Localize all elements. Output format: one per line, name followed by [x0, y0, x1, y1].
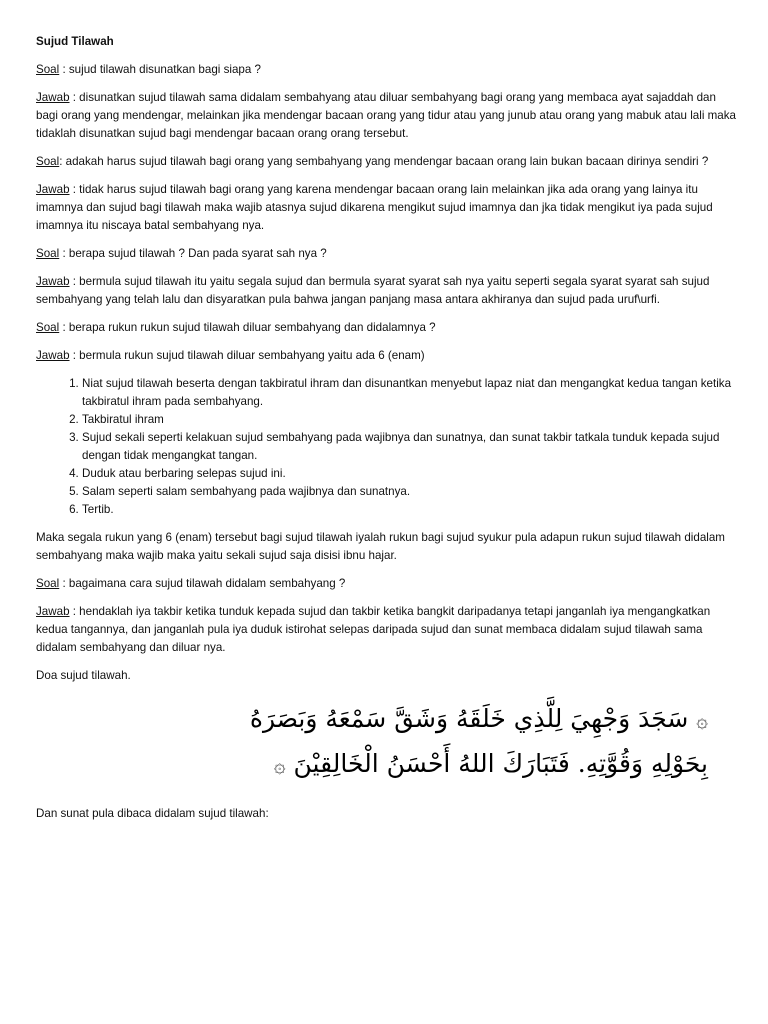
answer-text: : hendaklah iya takbir ketika tunduk kepada sujud dan takbir ketika bangkit daripadanya tetapi janganlah iya mengangkatkan kedua tangannya, dan janganlah pula iya duduk istirohat selepas daripada sujud dan sunat membaca didalam sujud tilawah sama didalam sembahyang dan diluar nya. — [36, 605, 711, 654]
ornament-icon: ۞ — [696, 708, 708, 732]
arabic-text: بِحَوْلِهِ وَقُوَّتِهِ. فَتَبَارَكَ اللهُ أَحْسَنُ الْخَالِقِيْنَ — [293, 749, 708, 778]
answer-text: : tidak harus sujud tilawah bagi orang yang karena mendengar bacaan orang lain melainkan jika ada orang yang lainya itu imamnya dan sujud bagi tilawah maka wajib atasnya sujud dikarena mengikut sujud imamnya dan jka tidak mengikut iya pada sujud imamnya itu niscaya batal sembahyang nya. — [36, 183, 713, 232]
answer-1 — [36, 89, 736, 143]
doa-label: Doa sujud tilawah. — [36, 669, 131, 682]
question-5 — [36, 575, 736, 593]
summary-paragraph: Maka segala rukun yang 6 (enam) tersebut bagi sujud tilawah iyalah rukun bagi sujud syukur pula adapun rukun sujud tilawah didalam sembahyang maka wajib maka yaitu sekali sujud saja disisi ibnu hajar. — [36, 531, 725, 562]
list-item: 2. Takbiratul ihram — [82, 411, 736, 429]
question-text: : adakah harus sujud tilawah bagi orang yang sembahyang yang mendengar bacaan orang lain bukan bacaan dirinya sendiri ? — [59, 155, 709, 168]
answer-3 — [36, 273, 736, 309]
question-1 — [36, 61, 736, 79]
soal-label: Soal — [36, 63, 60, 76]
arabic-text: سَجَدَ وَجْهِيَ لِلَّذِي خَلَقَهُ وَشَقَّ سَمْعَهُ وَبَصَرَهُ — [249, 704, 689, 733]
answer-text: : disunatkan sujud tilawah sama didalam sembahyang atau diluar sembahyang bagi orang yang membaca ayat sajaddah dan bagi orang yang mendengar, melainkan jika mendengar bacaan orang yang tidur atau yang junub atau orang yang mabuk atau lali maka tidaklah disunatkan sujud bagi mendengar bacaan orang orang tersebut. — [36, 91, 736, 140]
question-2 — [36, 153, 736, 171]
closing-paragraph: Dan sunat pula dibaca didalam sujud tilawah: — [36, 807, 269, 820]
question-text: : berapa rukun rukun sujud tilawah diluar sembahyang dan didalamnya ? — [59, 321, 436, 334]
soal-label: Soal — [36, 155, 60, 168]
question-4 — [36, 319, 736, 337]
jawab-label: Jawab — [36, 91, 70, 104]
question-text: : berapa sujud tilawah ? Dan pada syarat sah nya ? — [59, 247, 327, 260]
answer-text: : bermula sujud tilawah itu yaitu segala sujud dan bermula syarat syarat sah nya yaitu seperti segala syarat syarat sah sujud sembahyang yang telah lalu dan disyaratkan pula bahwa jangan panjang masa antara akhiranya dan sujud pada uruf\urfi. — [36, 275, 710, 306]
soal-label: Soal — [36, 577, 60, 590]
soal-label: Soal — [36, 247, 60, 260]
jawab-label: Jawab — [36, 349, 70, 362]
list-item: 3. Sujud sekali seperti kelakuan sujud sembahyang pada wajibnya dan sunatnya, dan sunat takbir tatkala tunduk kepada sujud dengan tidak mengangkat tangan. — [82, 429, 736, 465]
arabic-line-1 — [148, 697, 708, 742]
question-3 — [36, 245, 736, 263]
list-item: 6. Tertib. — [82, 501, 736, 519]
answer-4 — [36, 347, 736, 365]
document-title: Sujud Tilawah — [36, 35, 114, 48]
question-text: : bagaimana cara sujud tilawah didalam sembahyang ? — [59, 577, 346, 590]
document-page — [36, 33, 736, 833]
answer-text: : bermula rukun sujud tilawah diluar sembahyang yaitu ada 6 (enam) — [69, 349, 425, 362]
list-item: 4. Duduk atau berbaring selepas sujud ini. — [82, 465, 736, 483]
soal-label: Soal — [36, 321, 60, 334]
list-item: 1. Niat sujud tilawah beserta dengan takbiratul ihram dan disunantkan menyebut lapaz niat dan mengangkat kedua tangan ketika takbiratul ihram pada sembahyang. — [82, 375, 736, 411]
arabic-line-2 — [148, 742, 708, 787]
answer-5 — [36, 603, 736, 657]
ornament-icon: ۞ — [273, 753, 286, 777]
answer-2 — [36, 181, 736, 235]
question-text: : sujud tilawah disunatkan bagi siapa ? — [59, 63, 261, 76]
jawab-label: Jawab — [36, 275, 70, 288]
rukun-list — [36, 375, 736, 519]
list-item: 5. Salam seperti salam sembahyang pada wajibnya dan sunatnya. — [82, 483, 736, 501]
doa-arabic-text — [148, 697, 708, 787]
jawab-label: Jawab — [36, 605, 70, 618]
jawab-label: Jawab — [36, 183, 70, 196]
